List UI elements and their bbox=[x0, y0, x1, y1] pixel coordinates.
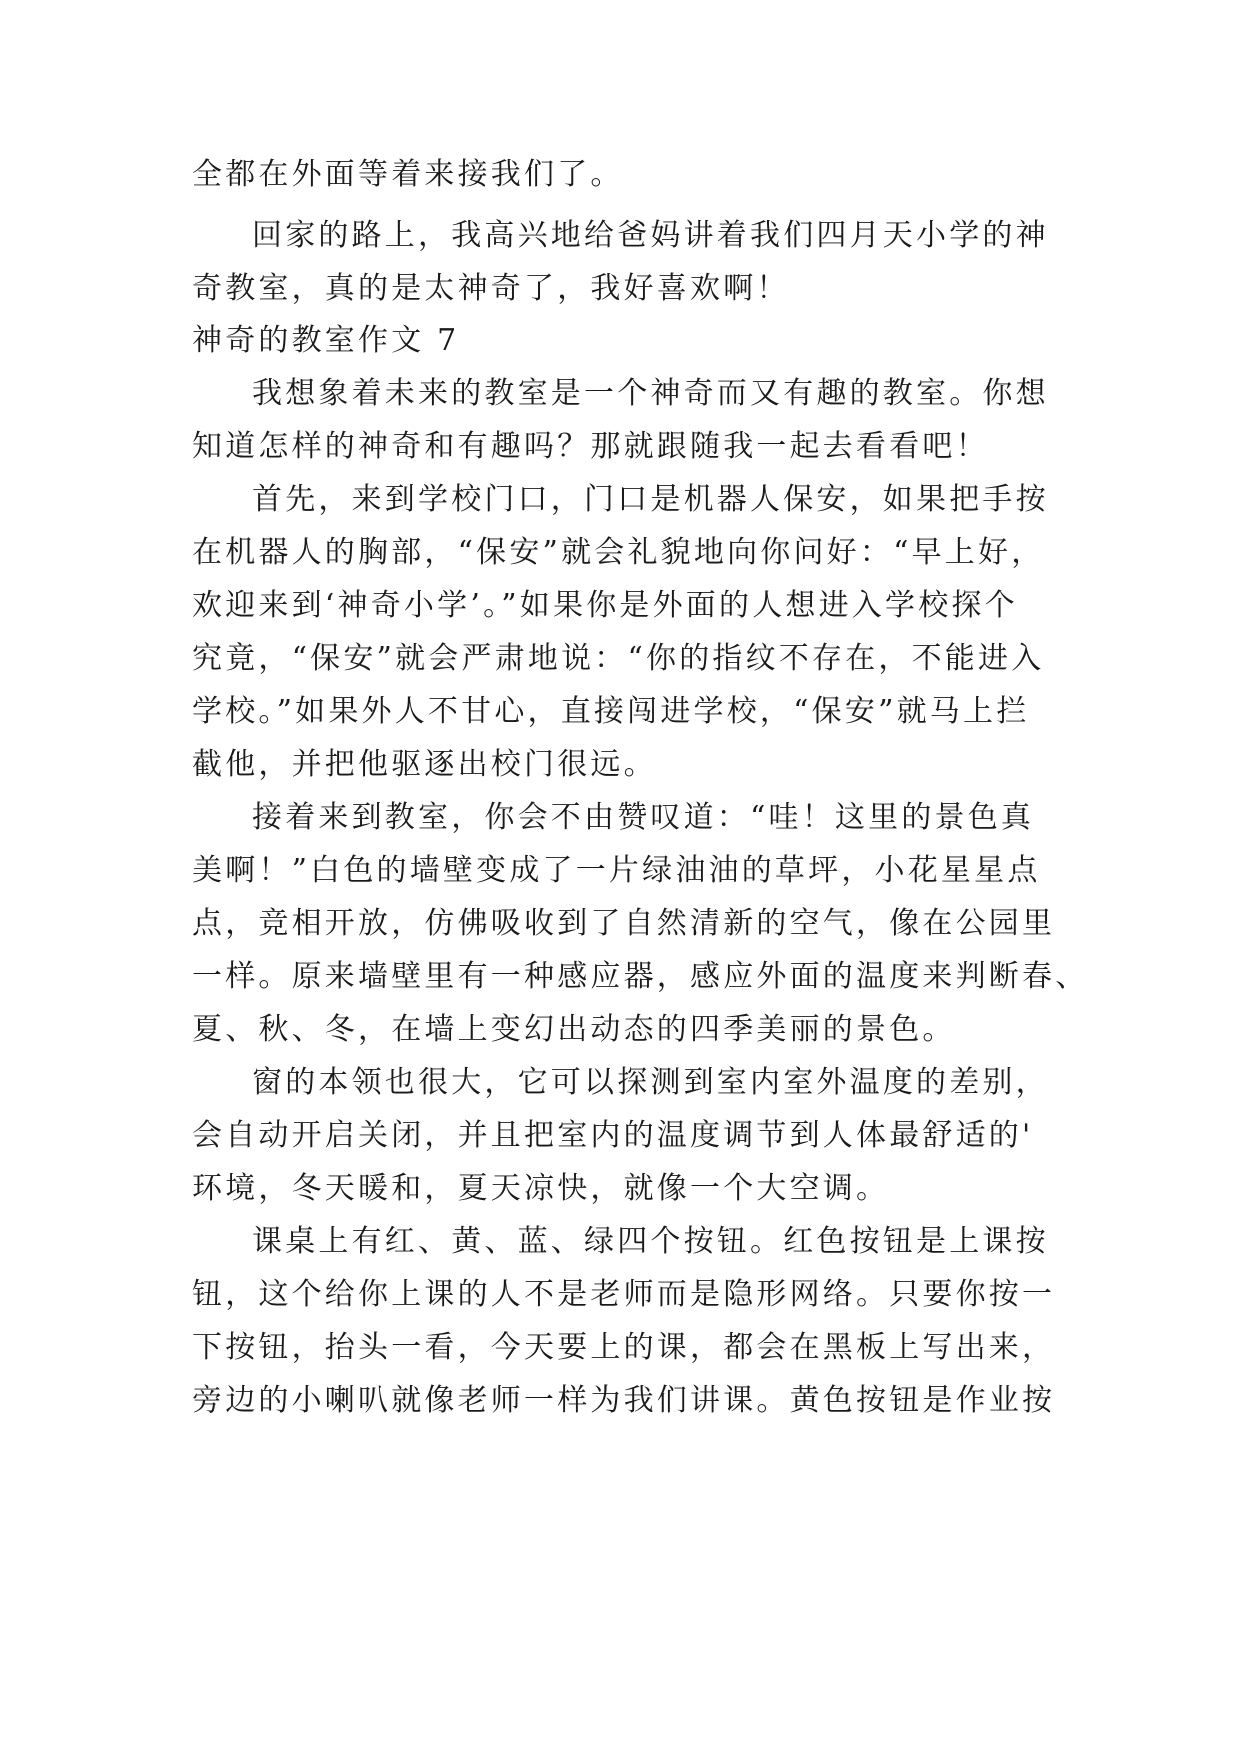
text-line: 下按钮，抬头一看，今天要上的课，都会在黑板上写出来， bbox=[192, 1330, 1056, 1365]
text-line: 美啊！”白色的墙壁变成了一片绿油油的草坪，小花星星点 bbox=[192, 853, 1041, 888]
paragraph-line: 窗的本领也很大，它可以探测到室内室外温度的差别， bbox=[252, 1065, 1049, 1100]
section-heading: 神奇的教室作文 7 bbox=[192, 323, 460, 358]
text-line: 截他，并把他驱逐出校门很远。 bbox=[192, 747, 657, 782]
text-line: 钮，这个给你上课的人不是老师而是隐形网络。只要你按一 bbox=[192, 1277, 1056, 1312]
text-line: 欢迎来到‘神奇小学’。”如果你是外面的人想进入学校探个 bbox=[192, 588, 1018, 623]
text-line: 旁边的小喇叭就像老师一样为我们讲课。黄色按钮是作业按 bbox=[192, 1383, 1056, 1418]
text-line: 知道怎样的神奇和有趣吗？那就跟随我一起去看看吧！ bbox=[192, 429, 989, 464]
text-line: 环境，冬天暖和，夏天凉快，就像一个大空调。 bbox=[192, 1171, 890, 1206]
text-line: 夏、秋、冬，在墙上变幻出动态的四季美丽的景色。 bbox=[192, 1012, 956, 1047]
text-line: 奇教室，真的是太神奇了，我好喜欢啊！ bbox=[192, 271, 790, 306]
text-line: 全都在外面等着来接我们了。 bbox=[192, 157, 624, 192]
paragraph-line: 我想象着未来的教室是一个神奇而又有趣的教室。你想 bbox=[252, 376, 1049, 411]
text-line: 学校。”如果外人不甘心，直接闯进学校，“保安”就马上拦 bbox=[192, 694, 1030, 729]
text-line: 一样。原来墙壁里有一种感应器，感应外面的温度来判断春、 bbox=[192, 959, 1089, 994]
text-line: 究竟，“保安”就会严肃地说：“你的指纹不存在，不能进入 bbox=[192, 641, 1045, 676]
text-line: 在机器人的胸部，“保安”就会礼貌地向你问好：“早上好， bbox=[192, 535, 1045, 570]
text-line: 会自动开启关闭，并且把室内的温度调节到人体最舒适的' bbox=[192, 1118, 1034, 1153]
paragraph-line: 回家的路上，我高兴地给爸妈讲着我们四月天小学的神 bbox=[252, 218, 1049, 253]
text-line: 点，竞相开放，仿佛吸收到了自然清新的空气，像在公园里 bbox=[192, 906, 1056, 941]
paragraph-line: 课桌上有红、黄、蓝、绿四个按钮。红色按钮是上课按 bbox=[252, 1224, 1049, 1259]
paragraph-line: 首先，来到学校门口，门口是机器人保安，如果把手按 bbox=[252, 482, 1049, 517]
paragraph-line: 接着来到教室，你会不由赞叹道：“哇！这里的景色真 bbox=[252, 800, 1035, 835]
